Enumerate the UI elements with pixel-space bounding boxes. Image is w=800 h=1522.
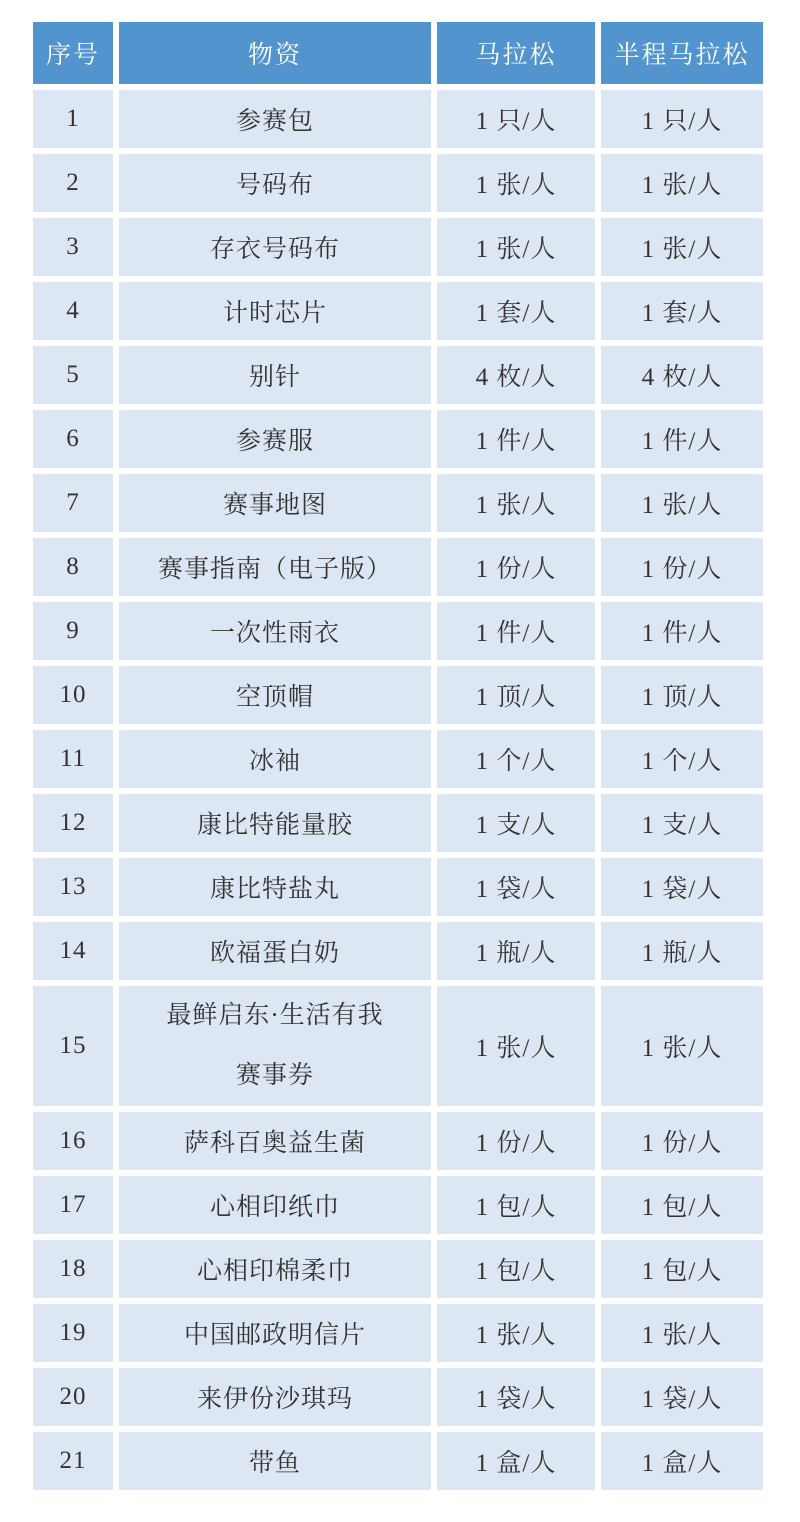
marathon-quantity-cell: 1 支/人: [437, 794, 595, 852]
half-marathon-quantity-cell: 1 只/人: [601, 90, 763, 148]
row-number-cell: 18: [33, 1240, 113, 1298]
item-name-cell: 心相印纸巾: [119, 1176, 431, 1234]
table-row: [33, 346, 763, 404]
table-row: [33, 794, 763, 852]
row-number-cell: 3: [33, 218, 113, 276]
item-name-cell: 中国邮政明信片: [119, 1304, 431, 1362]
row-number-cell: 1: [33, 90, 113, 148]
marathon-quantity-cell: 1 顶/人: [437, 666, 595, 724]
row-number-cell: 10: [33, 666, 113, 724]
item-name-cell: 萨科百奥益生菌: [119, 1112, 431, 1170]
row-number-cell: 15: [33, 986, 113, 1106]
item-name-cell: 心相印棉柔巾: [119, 1240, 431, 1298]
row-number-cell: 9: [33, 602, 113, 660]
half-marathon-quantity-cell: 1 份/人: [601, 1112, 763, 1170]
table-row: [33, 602, 763, 660]
marathon-quantity-cell: 1 份/人: [437, 538, 595, 596]
half-marathon-quantity-cell: 1 袋/人: [601, 858, 763, 916]
row-number-cell: 11: [33, 730, 113, 788]
row-number-cell: 7: [33, 474, 113, 532]
table-row: [33, 1240, 763, 1298]
table-row: [33, 474, 763, 532]
table-row: [33, 1368, 763, 1426]
item-name-cell: 参赛服: [119, 410, 431, 468]
row-number-cell: 13: [33, 858, 113, 916]
table-header: [33, 22, 763, 84]
item-name-cell: 赛事地图: [119, 474, 431, 532]
row-number-cell: 8: [33, 538, 113, 596]
marathon-quantity-cell: 1 件/人: [437, 602, 595, 660]
half-marathon-quantity-cell: 1 套/人: [601, 282, 763, 340]
half-marathon-quantity-cell: 1 盒/人: [601, 1432, 763, 1490]
row-number-cell: 5: [33, 346, 113, 404]
half-marathon-quantity-cell: 1 瓶/人: [601, 922, 763, 980]
table-row: [33, 730, 763, 788]
table-row: [33, 538, 763, 596]
half-marathon-quantity-cell: 1 张/人: [601, 986, 763, 1106]
header-row: [33, 22, 763, 84]
table-row: [33, 154, 763, 212]
item-name-cell: 欧福蛋白奶: [119, 922, 431, 980]
half-marathon-quantity-cell: 1 张/人: [601, 474, 763, 532]
item-name-cell: 计时芯片: [119, 282, 431, 340]
marathon-quantity-cell: 1 张/人: [437, 986, 595, 1106]
marathon-quantity-cell: 1 个/人: [437, 730, 595, 788]
half-marathon-quantity-cell: 1 包/人: [601, 1176, 763, 1234]
row-number-cell: 2: [33, 154, 113, 212]
table-row: [33, 282, 763, 340]
materials-table: [27, 16, 769, 1496]
marathon-quantity-cell: 1 张/人: [437, 154, 595, 212]
item-name-line: 赛事券: [235, 1062, 314, 1089]
table-row: [33, 90, 763, 148]
row-number-cell: 14: [33, 922, 113, 980]
row-number-cell: 21: [33, 1432, 113, 1490]
header-serial-number: 序号: [33, 22, 113, 84]
row-number-cell: 19: [33, 1304, 113, 1362]
marathon-quantity-cell: 1 张/人: [437, 1304, 595, 1362]
item-name-cell: 带鱼: [119, 1432, 431, 1490]
item-name-cell: 号码布: [119, 154, 431, 212]
row-number-cell: 6: [33, 410, 113, 468]
item-name-cell: 康比特盐丸: [119, 858, 431, 916]
item-name-cell: 康比特能量胶: [119, 794, 431, 852]
table-row: [33, 922, 763, 980]
half-marathon-quantity-cell: 1 张/人: [601, 218, 763, 276]
marathon-quantity-cell: 1 件/人: [437, 410, 595, 468]
header-item: 物资: [119, 22, 431, 84]
row-number-cell: 20: [33, 1368, 113, 1426]
half-marathon-quantity-cell: 1 件/人: [601, 410, 763, 468]
item-name-cell: 赛事指南（电子版）: [119, 538, 431, 596]
row-number-cell: 16: [33, 1112, 113, 1170]
item-name-cell: 一次性雨衣: [119, 602, 431, 660]
item-name-cell: 参赛包: [119, 90, 431, 148]
half-marathon-quantity-cell: 1 件/人: [601, 602, 763, 660]
header-half-marathon: 半程马拉松: [601, 22, 763, 84]
marathon-quantity-cell: 1 份/人: [437, 1112, 595, 1170]
marathon-quantity-cell: 1 盒/人: [437, 1432, 595, 1490]
item-name-cell: 空顶帽: [119, 666, 431, 724]
half-marathon-quantity-cell: 1 顶/人: [601, 666, 763, 724]
table-row: [33, 1112, 763, 1170]
half-marathon-quantity-cell: 1 支/人: [601, 794, 763, 852]
half-marathon-quantity-cell: 1 袋/人: [601, 1368, 763, 1426]
marathon-quantity-cell: 1 只/人: [437, 90, 595, 148]
item-name-cell: 别针: [119, 346, 431, 404]
marathon-quantity-cell: 1 包/人: [437, 1176, 595, 1234]
half-marathon-quantity-cell: 1 个/人: [601, 730, 763, 788]
table-row: [33, 1432, 763, 1490]
item-name-cell: [119, 986, 431, 1106]
table-row: [33, 218, 763, 276]
marathon-quantity-cell: 1 瓶/人: [437, 922, 595, 980]
marathon-quantity-cell: 1 包/人: [437, 1240, 595, 1298]
table-row: [33, 1304, 763, 1362]
item-name-cell: 来伊份沙琪玛: [119, 1368, 431, 1426]
row-number-cell: 12: [33, 794, 113, 852]
table-row: [33, 1176, 763, 1234]
row-number-cell: 4: [33, 282, 113, 340]
half-marathon-quantity-cell: 1 张/人: [601, 1304, 763, 1362]
marathon-quantity-cell: 1 套/人: [437, 282, 595, 340]
table-row: [33, 858, 763, 916]
item-name-cell: 冰袖: [119, 730, 431, 788]
marathon-quantity-cell: 1 袋/人: [437, 1368, 595, 1426]
header-marathon: 马拉松: [437, 22, 595, 84]
marathon-quantity-cell: 4 枚/人: [437, 346, 595, 404]
marathon-quantity-cell: 1 袋/人: [437, 858, 595, 916]
item-name-line: 最鲜启东·生活有我: [166, 1002, 384, 1029]
table-row: [33, 410, 763, 468]
half-marathon-quantity-cell: 1 包/人: [601, 1240, 763, 1298]
half-marathon-quantity-cell: 4 枚/人: [601, 346, 763, 404]
marathon-quantity-cell: 1 张/人: [437, 474, 595, 532]
table-row: [33, 666, 763, 724]
row-number-cell: 17: [33, 1176, 113, 1234]
marathon-quantity-cell: 1 张/人: [437, 218, 595, 276]
table-body: [33, 90, 763, 1490]
table-row: [33, 986, 763, 1106]
half-marathon-quantity-cell: 1 张/人: [601, 154, 763, 212]
item-name-cell: 存衣号码布: [119, 218, 431, 276]
half-marathon-quantity-cell: 1 份/人: [601, 538, 763, 596]
